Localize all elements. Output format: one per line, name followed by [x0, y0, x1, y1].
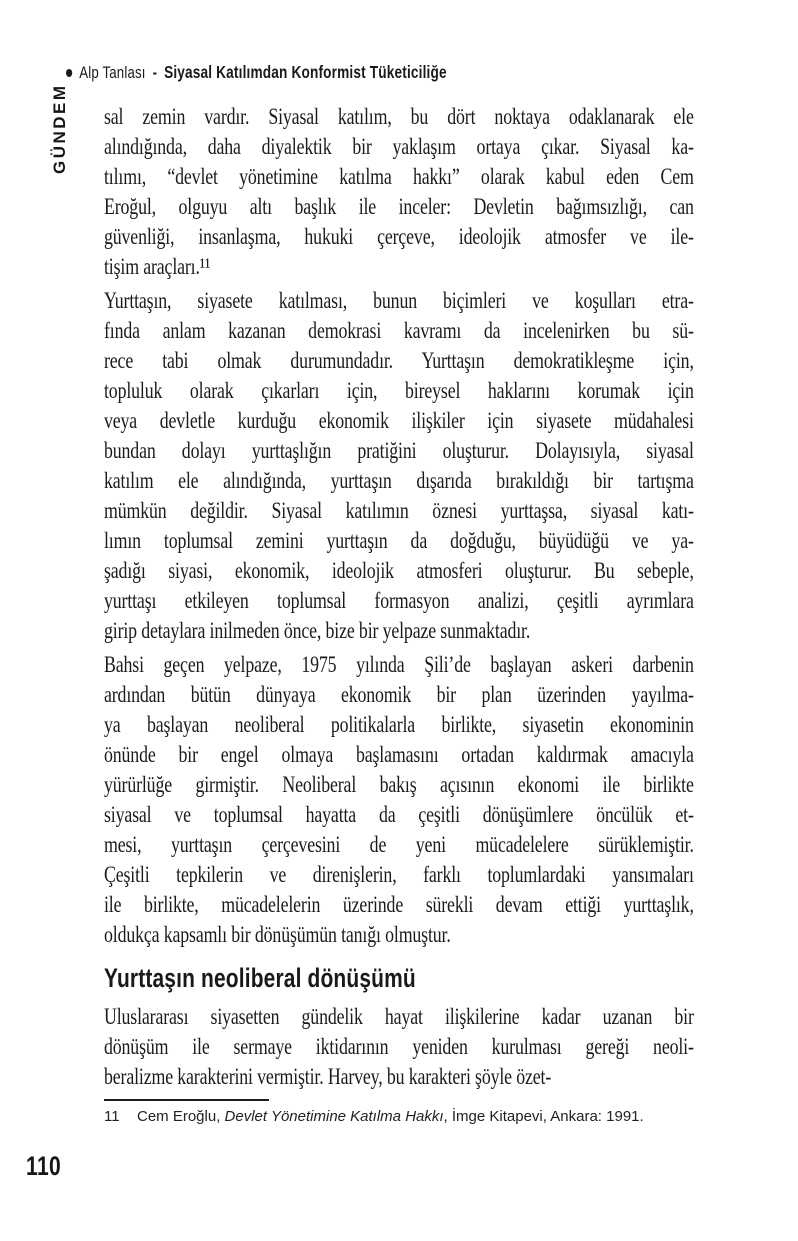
- text-line: sal zemin vardır. Siyasal katılım, bu dört noktaya odaklanarak ele: [104, 104, 694, 129]
- text-line: mümkün değildir. Siyasal katılımın öznesi yurttaşsa, siyasal katı-: [104, 498, 694, 523]
- running-header: [66, 62, 447, 83]
- text-line: ya başlayan neoliberal politikalarla birlikte, siyasetin ekonominin: [104, 712, 694, 737]
- text-line: oldukça kapsamlı bir dönüşümün tanığı olmuştur.: [104, 922, 451, 947]
- text-line: Çeşitli tepkilerin ve direnişlerin, farklı toplumlardaki yansımaları: [104, 862, 694, 887]
- paragraph: [104, 650, 694, 950]
- text-line: lımın toplumsal zemini yurttaşın da doğduğu, büyüdüğü ve ya-: [104, 528, 694, 553]
- text-line: beralizme karakterini vermiştir. Harvey, bu karakteri şöyle özet-: [104, 1064, 552, 1089]
- text-line: Bahsi geçen yelpaze, 1975 yılında Şili’de başlayan askeri darbenin: [104, 652, 694, 677]
- footnote-text-citation-author: Cem Eroğlu,: [137, 1108, 225, 1125]
- text-line: tılımı, “devlet yönetimine katılma hakkı” olarak kabul eden Cem: [104, 164, 694, 189]
- page-number: 110: [26, 1151, 62, 1181]
- text-line: yurttaşı etkileyen toplumsal formasyon analizi, çeşitli ayrımlara: [104, 588, 694, 613]
- body-text-column: [104, 102, 694, 1096]
- text-line: ardından bütün dünyaya ekonomik bir plan üzerinden yayılma-: [104, 682, 694, 707]
- paragraph: [104, 286, 694, 646]
- text-block-bottom: [104, 1002, 694, 1092]
- footnote-divider: [104, 1099, 269, 1101]
- text-line: topluluk olarak çıkarları için, bireysel haklarını korumak için: [104, 378, 694, 403]
- text-line: şadığı siyasi, ekonomik, ideolojik atmosferi oluşturur. Bu sebeple,: [104, 558, 694, 583]
- text-line: tişim araçları.¹¹: [104, 254, 211, 279]
- text-line: yürürlüğe girmiştir. Neoliberal bakış açısının ekonomi ile birlikte: [104, 772, 694, 797]
- text-line: fında anlam kazanan demokrasi kavramı da incelenirken bu sü-: [104, 318, 694, 343]
- footnote-number: 11: [104, 1108, 120, 1125]
- header-bullet-icon: [66, 69, 72, 77]
- paragraph: [104, 102, 694, 282]
- text-line: güvenliği, insanlaşma, hukuki çerçeve, ideolojik atmosfer ve ile-: [104, 224, 694, 249]
- text-line: Uluslararası siyasetten gündelik hayat ilişkilerine kadar uzanan bir: [104, 1004, 694, 1029]
- text-line: Eroğul, olguyu altı başlık ile inceler: Devletin bağımsızlığı, can: [104, 194, 694, 219]
- text-line: katılım ele alındığında, yurttaşın dışarıda bırakıldığı bir tartışma: [104, 468, 694, 493]
- text-block-top: [104, 102, 694, 950]
- section-label-vertical: GÜNDEM: [50, 83, 69, 174]
- text-line: dönüşüm ile sermaye iktidarının yeniden kurulması gereği neoli-: [104, 1034, 694, 1059]
- footnote-text: [137, 1108, 644, 1125]
- footnote-text-publisher: , İmge Kitapevi, Ankara: 1991.: [443, 1108, 644, 1125]
- text-line: alındığında, daha diyalektik bir yaklaşım ortaya çıkar. Siyasal ka-: [104, 134, 694, 159]
- header-author: Alp Tanlası: [79, 62, 146, 82]
- header-separator: -: [152, 62, 158, 82]
- section-heading: Yurttaşın neoliberal dönüşümü: [104, 963, 416, 993]
- text-line: ile birlikte, mücadelelerin üzerinde sürekli devam ettiği yurttaşlık,: [104, 892, 694, 917]
- text-line: önünde bir engel olmaya başlamasını ortadan kaldırmak amacıyla: [104, 742, 694, 767]
- text-line: Yurttaşın, siyasete katılması, bunun biçimleri ve koşulları etra-: [104, 288, 694, 313]
- text-line: veya devletle kurduğu ekonomik ilişkiler için siyasete müdahalesi: [104, 408, 694, 433]
- footnote: [104, 1107, 664, 1126]
- paragraph: [104, 1002, 694, 1092]
- footnote-book-title: Devlet Yönetimine Katılma Hakkı: [224, 1108, 444, 1125]
- text-line: mesi, yurttaşın çerçevesini de yeni mücadelelere sürüklemiştir.: [104, 832, 694, 857]
- text-line: rece tabi olmak durumundadır. Yurttaşın demokratikleşme için,: [104, 348, 694, 373]
- text-line: bundan dolayı yurttaşlığın pratiğini oluşturur. Dolayısıyla, siyasal: [104, 438, 694, 463]
- text-line: siyasal ve toplumsal hayatta da çeşitli dönüşümlere öncülük et-: [104, 802, 694, 827]
- header-article-title: Siyasal Katılımdan Konformist Tüketiciliğe: [164, 62, 447, 82]
- text-line: girip detaylara inilmeden önce, bize bir yelpaze sunmaktadır.: [104, 618, 531, 643]
